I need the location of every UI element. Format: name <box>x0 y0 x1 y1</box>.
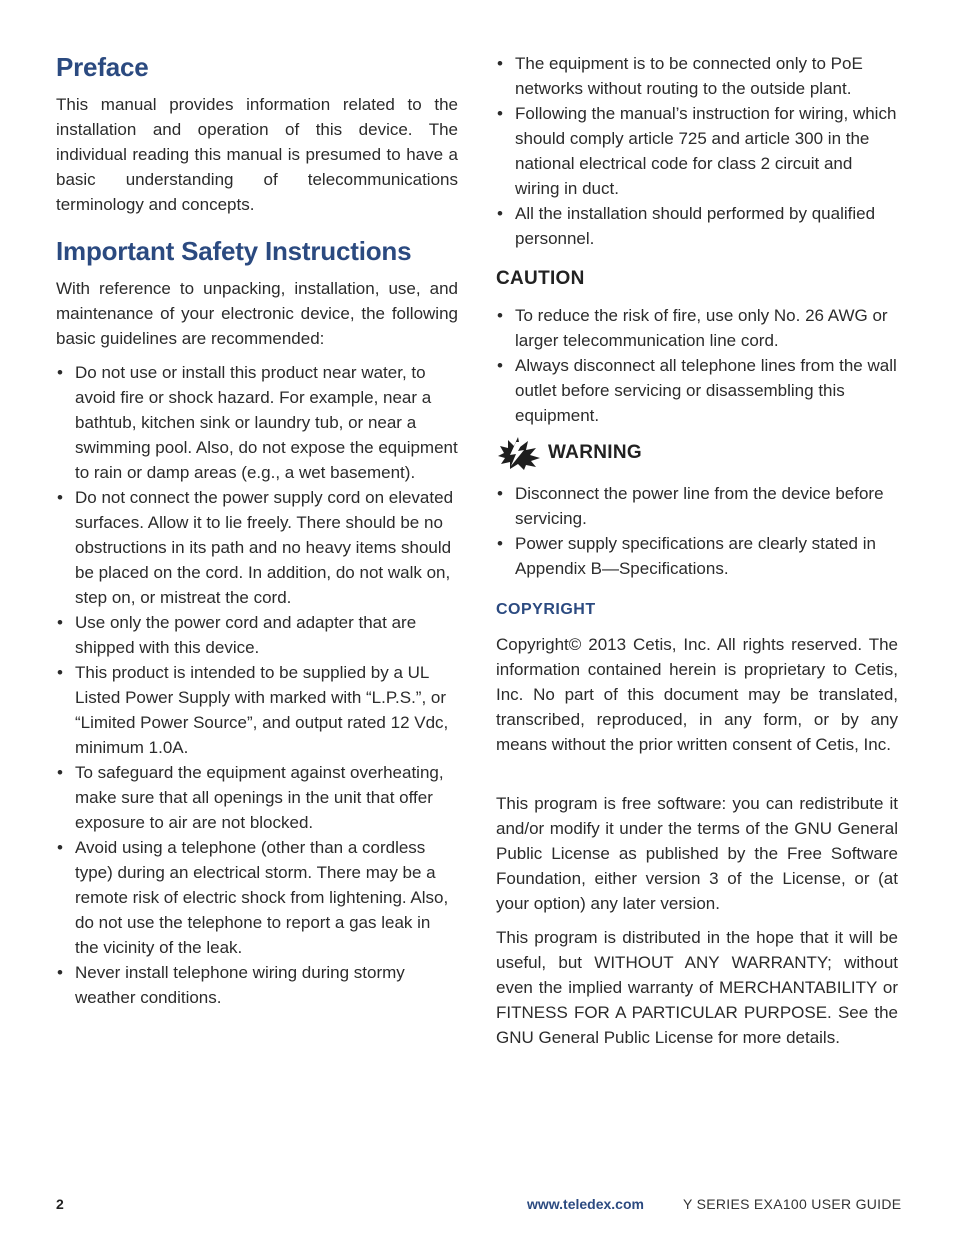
list-item: • Following the manual’s instruction for wiring, which should comply article 725 and article 300 in the national electrical code for class 2 circuit and wiring in duct. <box>496 101 898 201</box>
copyright-paragraph: Copyright© 2013 Cetis, Inc. All rights reserved. The information contained herein is proprietary to Cetis, Inc. No part of this document may be translated, transcribed, reproduced, in any form, or by any means without the prior written consent of Cetis, Inc. <box>496 635 898 754</box>
safety-list-right <box>496 51 898 251</box>
list-item: • Avoid using a telephone (other than a cordless type) during an electrical storm. There may be a remote risk of electric shock from lightening. Also, do not use the telephone to report a gas leak in the vicinity of the leak. <box>56 835 458 960</box>
copyright-heading: COPYRIGHT <box>496 601 596 618</box>
list-item: • To safeguard the equipment against overheating, make sure that all openings in the unit that offer exposure to air are not blocked. <box>56 760 458 835</box>
warning-heading: WARNING <box>548 442 642 463</box>
warning-list <box>496 481 898 581</box>
list-item: • To reduce the risk of fire, use only No. 26 AWG or larger telecommunication line cord. <box>496 303 898 353</box>
electric-hazard-icon <box>496 436 542 470</box>
list-item: • Disconnect the power line from the device before servicing. <box>496 481 898 531</box>
warning-heading-row <box>496 436 642 470</box>
warranty-paragraph: This program is distributed in the hope that it will be useful, but WITHOUT ANY WARRANTY; without even the implied warranty of MERCHANTABILITY or FITNESS FOR A PARTICULAR PURPOSE. See the GNU General Public License for more details. <box>496 928 898 1047</box>
safety-list-left <box>56 360 458 1010</box>
footer-url-link[interactable]: www.teledex.com <box>527 1196 644 1212</box>
license-paragraph: This program is free software: you can redistribute it and/or modify it under the terms of the GNU General Public License as published by the Free Software Foundation, either version 3 of the License, or (at your option) any later version. <box>496 794 898 913</box>
list-item: • Do not connect the power supply cord on elevated surfaces. Allow it to lie freely. There should be no obstructions in its path and no heavy items should be placed on the cord. In addition, do not walk on, step on, or mistreat the cord. <box>56 485 458 610</box>
safety-title: Important Safety Instructions <box>56 236 412 266</box>
list-item: • Power supply specifications are clearly stated in Appendix B—Specifications. <box>496 531 898 581</box>
safety-intro: With reference to unpacking, installation, use, and maintenance of your electronic device, the following basic guidelines are recommended: <box>56 279 458 348</box>
list-item: • This product is intended to be supplied by a UL Listed Power Supply with marked with “L.P.S.”, or “Limited Power Source”, and output rated 12 Vdc, minimum 1.0A. <box>56 660 458 760</box>
list-item: • The equipment is to be connected only to PoE networks without routing to the outside plant. <box>496 51 898 101</box>
preface-body: This manual provides information related to the installation and operation of this device. The individual reading this manual is presumed to have a basic understanding of telecommunications terminology and concepts. <box>56 95 458 214</box>
list-item: • Always disconnect all telephone lines from the wall outlet before servicing or disassembling this equipment. <box>496 353 898 428</box>
list-item: • Never install telephone wiring during stormy weather conditions. <box>56 960 458 1010</box>
list-item: • All the installation should performed by qualified personnel. <box>496 201 898 251</box>
caution-list <box>496 303 898 428</box>
footer-guide-title: Y SERIES EXA100 USER GUIDE <box>683 1196 902 1212</box>
preface-title: Preface <box>56 52 149 82</box>
list-item: • Do not use or install this product near water, to avoid fire or shock hazard. For example, near a bathtub, kitchen sink or laundry tub, or near a swimming pool. Also, do not expose the equipment to rain or damp areas (e.g., a wet basement). <box>56 360 458 485</box>
page-number: 2 <box>56 1196 64 1212</box>
list-item: • Use only the power cord and adapter that are shipped with this device. <box>56 610 458 660</box>
caution-heading: CAUTION <box>496 268 585 289</box>
